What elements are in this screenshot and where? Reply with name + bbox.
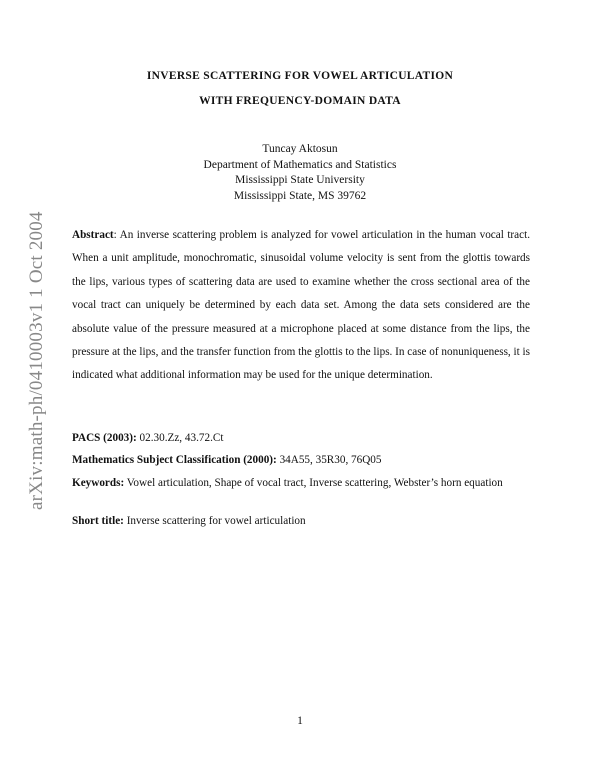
author-university: Mississippi State University	[235, 174, 365, 186]
arxiv-identifier: arXiv:math-ph/0410003v1 1 Oct 2004	[26, 211, 47, 510]
paper-title-line-2: WITH FREQUENCY-DOMAIN DATA	[199, 95, 401, 107]
keywords-value: Vowel articulation, Shape of vocal tract, Inverse scattering, Webster’s horn equation	[124, 477, 503, 489]
author-address: Mississippi State, MS 39762	[233, 189, 367, 202]
author-department: Department of Mathematics and Statistics	[203, 158, 397, 171]
author-name: Tuncay Aktosun	[262, 143, 338, 155]
keywords-line	[72, 473, 530, 494]
abstract-label: Abstract	[72, 229, 114, 241]
short-title-label: Short title:	[72, 515, 124, 527]
short-title-line	[72, 515, 530, 527]
pacs-label: PACS (2003):	[72, 432, 137, 444]
author-block	[0, 142, 600, 204]
pacs-line	[72, 432, 530, 444]
keywords-label: Keywords:	[72, 477, 125, 489]
page-number: 1	[297, 715, 303, 727]
abstract-text: : An inverse scattering problem is analyzed for vowel articulation in the human vocal tract. When a unit amplitude, monochromatic, sinusoidal volume velocity is sent from the glottis towards the lips, various types of scattering data are used to examine whether the cross sectional area of the vocal tract can uniquely be determined by each data set. Among the data sets considered are the absolute value of the pressure measured at a microphone placed at some distance from the lips, the pressure at the lips, and the transfer function from the glottis to the lips. In case of nonuniqueness, it is indicated what additional information may be used for the unique determination.	[72, 229, 530, 382]
msc-value: 34A55, 35R30, 76Q05	[276, 454, 382, 466]
msc-line	[72, 454, 530, 466]
msc-label: Mathematics Subject Classification (2000):	[72, 454, 277, 466]
abstract	[72, 224, 530, 388]
short-title-value: Inverse scattering for vowel articulation	[123, 515, 306, 527]
paper-title-line-1: INVERSE SCATTERING FOR VOWEL ARTICULATION	[146, 70, 454, 82]
pacs-value: 02.30.Zz, 43.72.Ct	[136, 432, 224, 444]
